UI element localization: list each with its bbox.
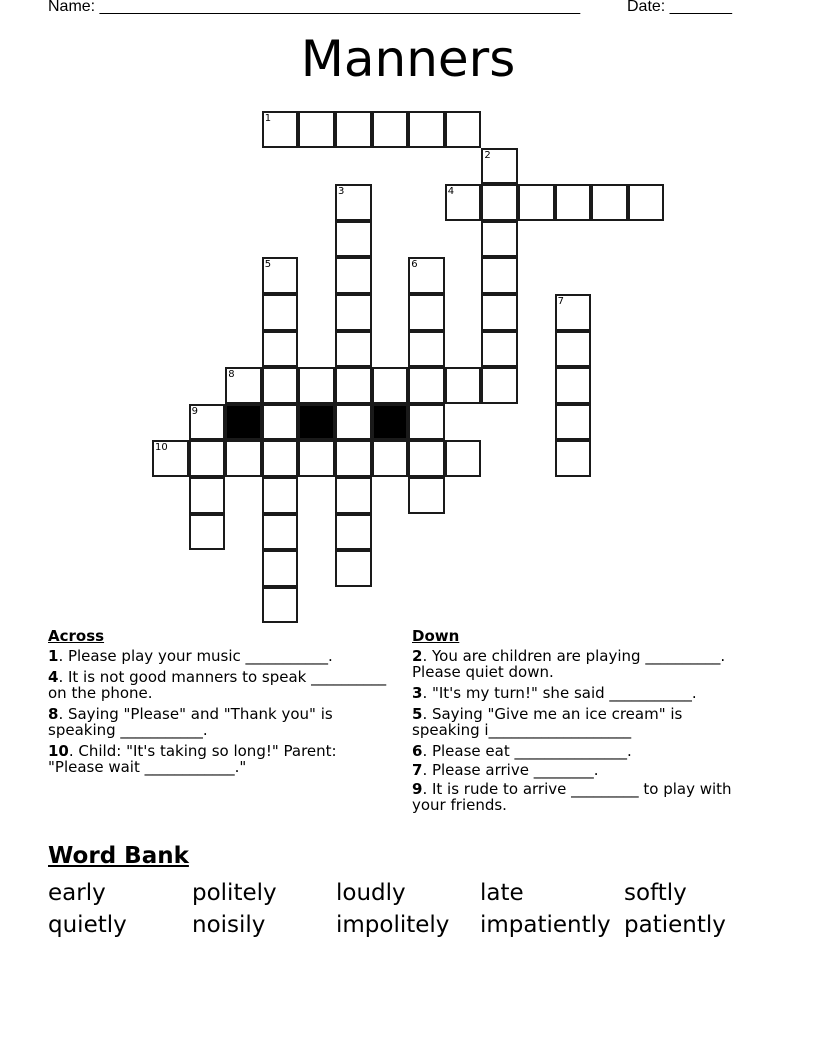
clue-text: . It is rude to arrive _________ to play with your friends. bbox=[412, 780, 732, 814]
clue-text: . Please eat _______________. bbox=[422, 742, 632, 760]
grid-cell[interactable] bbox=[481, 148, 518, 185]
clue-text: . Please play your music ___________. bbox=[58, 647, 333, 665]
word-bank-item: quietly bbox=[48, 912, 127, 938]
clue-item bbox=[48, 706, 388, 738]
grid-cell[interactable] bbox=[591, 184, 628, 221]
clue-text: . It is not good manners to speak __________ on the phone. bbox=[48, 668, 387, 702]
clue-number: 2 bbox=[412, 647, 423, 665]
word-bank-item: politely bbox=[192, 880, 277, 906]
grid-cell[interactable] bbox=[408, 111, 445, 148]
word-bank-item: impolitely bbox=[336, 912, 450, 938]
clue-number: 7 bbox=[412, 761, 423, 779]
grid-cell[interactable] bbox=[555, 404, 592, 441]
name-field-label: Name: ______________________________________________________ bbox=[48, 0, 581, 15]
grid-cell[interactable] bbox=[481, 331, 518, 368]
clue-number: 9 bbox=[412, 780, 423, 798]
grid-cell[interactable] bbox=[262, 587, 299, 624]
across-clues bbox=[48, 628, 388, 780]
grid-cell[interactable] bbox=[555, 331, 592, 368]
word-bank-item: late bbox=[480, 880, 524, 906]
grid-cell[interactable] bbox=[481, 367, 518, 404]
across-heading: Across bbox=[48, 627, 105, 645]
grid-cell[interactable] bbox=[408, 294, 445, 331]
clue-number-label: 6 bbox=[411, 259, 418, 271]
clue-number-label: 4 bbox=[447, 186, 455, 198]
clue-item bbox=[412, 762, 752, 778]
grid-cell[interactable] bbox=[262, 477, 299, 514]
grid-cell[interactable] bbox=[481, 184, 518, 221]
grid-cell[interactable] bbox=[298, 367, 335, 404]
clue-item bbox=[412, 781, 752, 813]
date-field-label: Date: _______ bbox=[627, 0, 732, 15]
clue-item bbox=[412, 685, 752, 701]
clue-number: 10 bbox=[48, 742, 69, 760]
clue-number: 3 bbox=[412, 684, 423, 702]
grid-cell[interactable] bbox=[298, 111, 335, 148]
grid-cell[interactable] bbox=[335, 331, 372, 368]
grid-cell[interactable] bbox=[555, 294, 592, 331]
grid-cell[interactable] bbox=[555, 367, 592, 404]
clue-item bbox=[412, 706, 752, 738]
grid-cell[interactable] bbox=[335, 477, 372, 514]
word-bank bbox=[48, 880, 768, 938]
grid-cell[interactable] bbox=[335, 404, 372, 441]
clue-number-label: 2 bbox=[484, 149, 491, 161]
grid-cell[interactable] bbox=[189, 404, 226, 441]
clue-item bbox=[48, 743, 388, 775]
grid-cell[interactable] bbox=[628, 184, 665, 221]
clue-text: . "It's my turn!" she said ___________. bbox=[422, 684, 697, 702]
grid-cell[interactable] bbox=[298, 440, 335, 477]
clue-text: . Saying "Give me an ice cream" is speaking i___________________ bbox=[412, 705, 683, 739]
clue-number-label: 10 bbox=[155, 442, 168, 454]
grid-cell[interactable] bbox=[335, 440, 372, 477]
grid-cell[interactable] bbox=[445, 440, 482, 477]
clue-number: 4 bbox=[48, 668, 59, 686]
grid-cell[interactable] bbox=[481, 221, 518, 258]
grid-cell[interactable] bbox=[335, 367, 372, 404]
clue-number-label: 5 bbox=[264, 259, 272, 271]
clue-number: 5 bbox=[412, 705, 423, 723]
word-bank-item: impatiently bbox=[480, 912, 611, 938]
grid-cell[interactable] bbox=[262, 331, 299, 368]
grid-cell[interactable] bbox=[262, 257, 299, 294]
grid-cell[interactable] bbox=[189, 477, 226, 514]
word-bank-item: softly bbox=[624, 880, 687, 906]
clue-item bbox=[48, 648, 388, 664]
clue-number-label: 8 bbox=[228, 369, 235, 381]
grid-cell[interactable] bbox=[335, 257, 372, 294]
clue-text: . Child: "It's taking so long!" Parent: "Please wait ____________." bbox=[48, 742, 337, 776]
clue-number-label: 9 bbox=[191, 405, 198, 417]
word-bank-item: noisily bbox=[192, 912, 266, 938]
grid-cell[interactable] bbox=[445, 184, 482, 221]
clue-number: 8 bbox=[48, 705, 59, 723]
grid-cell[interactable] bbox=[262, 514, 299, 551]
grid-cell[interactable] bbox=[372, 111, 409, 148]
grid-cell[interactable] bbox=[262, 550, 299, 587]
word-bank-item: patiently bbox=[624, 912, 726, 938]
black-cell bbox=[372, 404, 409, 441]
grid-cell[interactable] bbox=[189, 514, 226, 551]
clue-text: . Saying "Please" and "Thank you" is speaking ___________. bbox=[48, 705, 333, 739]
black-cell bbox=[298, 404, 335, 441]
grid-cell[interactable] bbox=[481, 294, 518, 331]
clue-text: . You are children are playing __________. Please quiet down. bbox=[412, 647, 726, 681]
clue-number-label: 7 bbox=[557, 296, 564, 307]
word-bank-heading: Word Bank bbox=[48, 843, 189, 869]
clue-item bbox=[412, 648, 752, 680]
grid-cell[interactable] bbox=[481, 257, 518, 294]
clue-number-label: 3 bbox=[338, 186, 345, 198]
grid-cell[interactable] bbox=[408, 331, 445, 368]
down-clues bbox=[412, 628, 752, 818]
clue-item bbox=[48, 669, 388, 701]
grid-cell[interactable] bbox=[262, 440, 299, 477]
clue-item bbox=[412, 743, 752, 759]
grid-cell[interactable] bbox=[262, 111, 299, 148]
grid-cell[interactable] bbox=[555, 184, 592, 221]
clue-number-label: 1 bbox=[264, 113, 272, 124]
grid-cell[interactable] bbox=[555, 440, 592, 477]
clue-number: 6 bbox=[412, 742, 423, 760]
page-title: Manners bbox=[300, 30, 516, 88]
grid-cell[interactable] bbox=[408, 440, 445, 477]
grid-cell[interactable] bbox=[225, 367, 262, 404]
grid-cell[interactable] bbox=[408, 257, 445, 294]
grid-cell[interactable] bbox=[262, 367, 299, 404]
grid-cell[interactable] bbox=[518, 184, 555, 221]
word-bank-item: loudly bbox=[336, 880, 406, 906]
grid-cell[interactable] bbox=[372, 367, 409, 404]
grid-cell[interactable] bbox=[335, 184, 372, 221]
grid-cell[interactable] bbox=[262, 294, 299, 331]
grid-cell[interactable] bbox=[335, 550, 372, 587]
grid-cell[interactable] bbox=[408, 367, 445, 404]
grid-cell[interactable] bbox=[372, 440, 409, 477]
grid-cell[interactable] bbox=[225, 440, 262, 477]
clue-text: . Please arrive ________. bbox=[422, 761, 599, 779]
word-bank-item: early bbox=[48, 880, 106, 906]
grid-cell[interactable] bbox=[408, 477, 445, 514]
grid-cell[interactable] bbox=[262, 404, 299, 441]
grid-cell[interactable] bbox=[335, 111, 372, 148]
grid-cell[interactable] bbox=[408, 404, 445, 441]
down-heading: Down bbox=[412, 627, 460, 645]
grid-cell[interactable] bbox=[152, 440, 189, 477]
grid-cell[interactable] bbox=[335, 514, 372, 551]
clue-number: 1 bbox=[48, 647, 59, 665]
grid-cell[interactable] bbox=[335, 294, 372, 331]
grid-cell[interactable] bbox=[445, 111, 482, 148]
grid-cell[interactable] bbox=[445, 367, 482, 404]
black-cell bbox=[225, 404, 262, 441]
grid-cell[interactable] bbox=[189, 440, 226, 477]
grid-cell[interactable] bbox=[335, 221, 372, 258]
